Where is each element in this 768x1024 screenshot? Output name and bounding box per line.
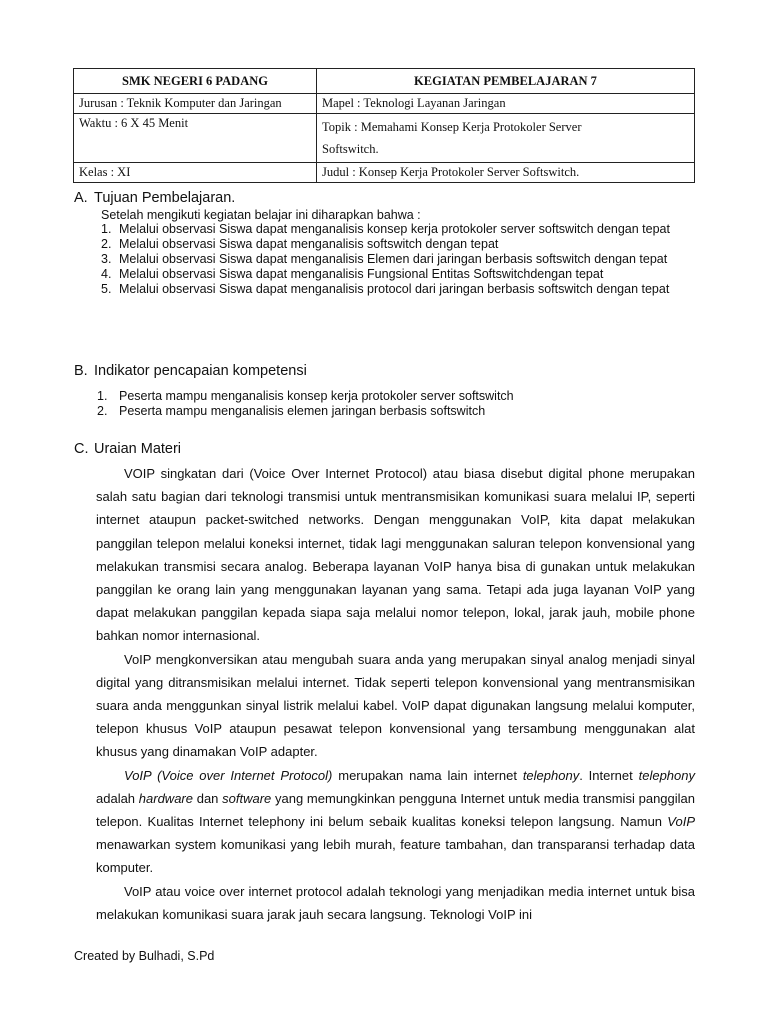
list-text: Melalui observasi Siswa dapat menganalisis konsep kerja protokoler server softswitch dengan tepat (119, 222, 670, 236)
list-text: Peserta mampu menganalisis elemen jaringan berbasis softswitch (119, 404, 486, 418)
list-number: 5. (101, 282, 112, 296)
footer-credit: Created by Bulhadi, S.Pd (74, 949, 215, 963)
text-run: VoIP (Voice over Internet Protocol) (124, 767, 333, 783)
text-run: dan (192, 790, 223, 806)
paragraph (96, 764, 695, 880)
jurusan-cell: Jurusan : Teknik Komputer dan Jaringan (74, 94, 317, 114)
list-text: Melalui observasi Siswa dapat menganalisis Elemen dari jaringan berbasis softswitch dengan tepat (119, 252, 668, 266)
list-item (97, 404, 695, 419)
section-b-title: Indikator pencapaian kompetensi (94, 363, 307, 379)
paragraph: VOIP singkatan dari (Voice Over Internet Protocol) atau biasa disebut digital phone merupakan salah satu bagian dari teknologi transmisi untuk mentransmisikan komunikasi suara melalui IP, seperti internet ataupun packet-switched networks. Dengan menggunakan VoIP, kita dapat melakukan panggilan telepon melalui koneksi internet, tidak lagi menggunakan saluran telepon konvensional yang melakukan transmisi secara analog. Beberapa layanan VoIP hanya bisa di gunakan untuk melakukan panggilan ke orang lain yang menggunakan layanan yang sama. Tetapi ada juga layanan VoIP yang dapat melakukan panggilan kepada siapa saja melalui nomor telepon, lokal, jarak jauh, mobile phone bahkan nomor internasional. (96, 466, 695, 644)
topik-line-2: Softswitch. (322, 142, 379, 156)
list-item (97, 389, 695, 404)
text-run: hardware (138, 790, 193, 806)
text-run: software (222, 790, 272, 806)
section-a-letter: A. (74, 190, 88, 206)
list-item (101, 282, 695, 297)
list-item (101, 237, 695, 252)
list-number: 1. (97, 389, 108, 403)
table-row (74, 114, 695, 163)
kelas-cell: Kelas : XI (74, 163, 317, 183)
text-run: telephony (522, 767, 580, 783)
list-text: Melalui observasi Siswa dapat menganalisis Fungsional Entitas Softswitchdengan tepat (119, 267, 604, 281)
mapel-cell: Mapel : Teknologi Layanan Jaringan (317, 94, 695, 114)
school-name: SMK NEGERI 6 PADANG (74, 69, 317, 94)
section-a-intro: Setelah mengikuti kegiatan belajar ini diharapkan bahwa : (101, 208, 421, 222)
section-a-title: Tujuan Pembelajaran. (94, 190, 236, 206)
objectives-list (101, 222, 695, 297)
text-run: telephony (638, 767, 695, 783)
list-number: 3. (101, 252, 112, 266)
list-number: 4. (101, 267, 112, 281)
list-text: Peserta mampu menganalisis konsep kerja protokoler server softswitch (119, 389, 514, 403)
text-run: yang memungkinkan pengguna Internet untuk media transmisi panggilan telepon. Kualitas Internet telephony ini belum sebaik kualitas koneksi telepon langsung. Namun (96, 790, 695, 830)
table-row (74, 94, 695, 114)
list-item (101, 222, 695, 237)
text-run: VoIP (667, 814, 695, 830)
section-b-letter: B. (74, 363, 88, 379)
section-b-heading (74, 363, 307, 379)
indicators-list (97, 389, 695, 419)
list-text: Melalui observasi Siswa dapat menganalisis protocol dari jaringan berbasis softswitch dengan tepat (119, 282, 670, 296)
text-run: merupakan nama lain internet (332, 767, 523, 783)
text-run: adalah (96, 790, 139, 806)
list-item (101, 252, 695, 267)
section-c-title: Uraian Materi (94, 441, 182, 457)
topik-line-1: Topik : Memahami Konsep Kerja Protokoler Server (322, 120, 582, 134)
section-a-heading (74, 190, 235, 206)
table-row (74, 163, 695, 183)
judul-cell: Judul : Konsep Kerja Protokoler Server Softswitch. (317, 163, 695, 183)
list-item (101, 267, 695, 282)
list-number: 1. (101, 222, 112, 236)
section-c-heading (74, 441, 181, 457)
header-table (73, 68, 695, 183)
text-run: . Internet (579, 767, 639, 783)
activity-title: KEGIATAN PEMBELAJARAN 7 (317, 69, 695, 94)
header-row (74, 69, 695, 94)
waktu-cell: Waktu : 6 X 45 Menit (74, 114, 317, 163)
paragraph: VoIP atau voice over internet protocol adalah teknologi yang menjadikan media internet untuk bisa melakukan komunikasi suara jarak jauh secara langsung. Teknologi VoIP ini (96, 883, 695, 922)
section-c-letter: C. (74, 441, 89, 457)
section-c-body (96, 462, 695, 926)
list-text: Melalui observasi Siswa dapat menganalisis softswitch dengan tepat (119, 237, 499, 251)
text-run: menawarkan system komunikasi yang lebih murah, feature tambahan, dan transparansi terhadap data komputer. (96, 837, 695, 876)
list-number: 2. (101, 237, 112, 251)
topik-cell (317, 114, 695, 163)
list-number: 2. (97, 404, 108, 418)
paragraph: VoIP mengkonversikan atau mengubah suara anda yang merupakan sinyal analog menjadi sinyal digital yang ditransmisikan melalui internet. Tidak seperti telepon konvensional yang mentransmisikan suara anda menggunkan sinyal listrik melalui kabel. VoIP dapat digunakan langsung melalui komputer, telepon khusus VoIP ataupun pesawat telepon konvensional yang tersambung menggunakan alat khusus yang dinamakan VoIP adapter. (96, 651, 695, 760)
